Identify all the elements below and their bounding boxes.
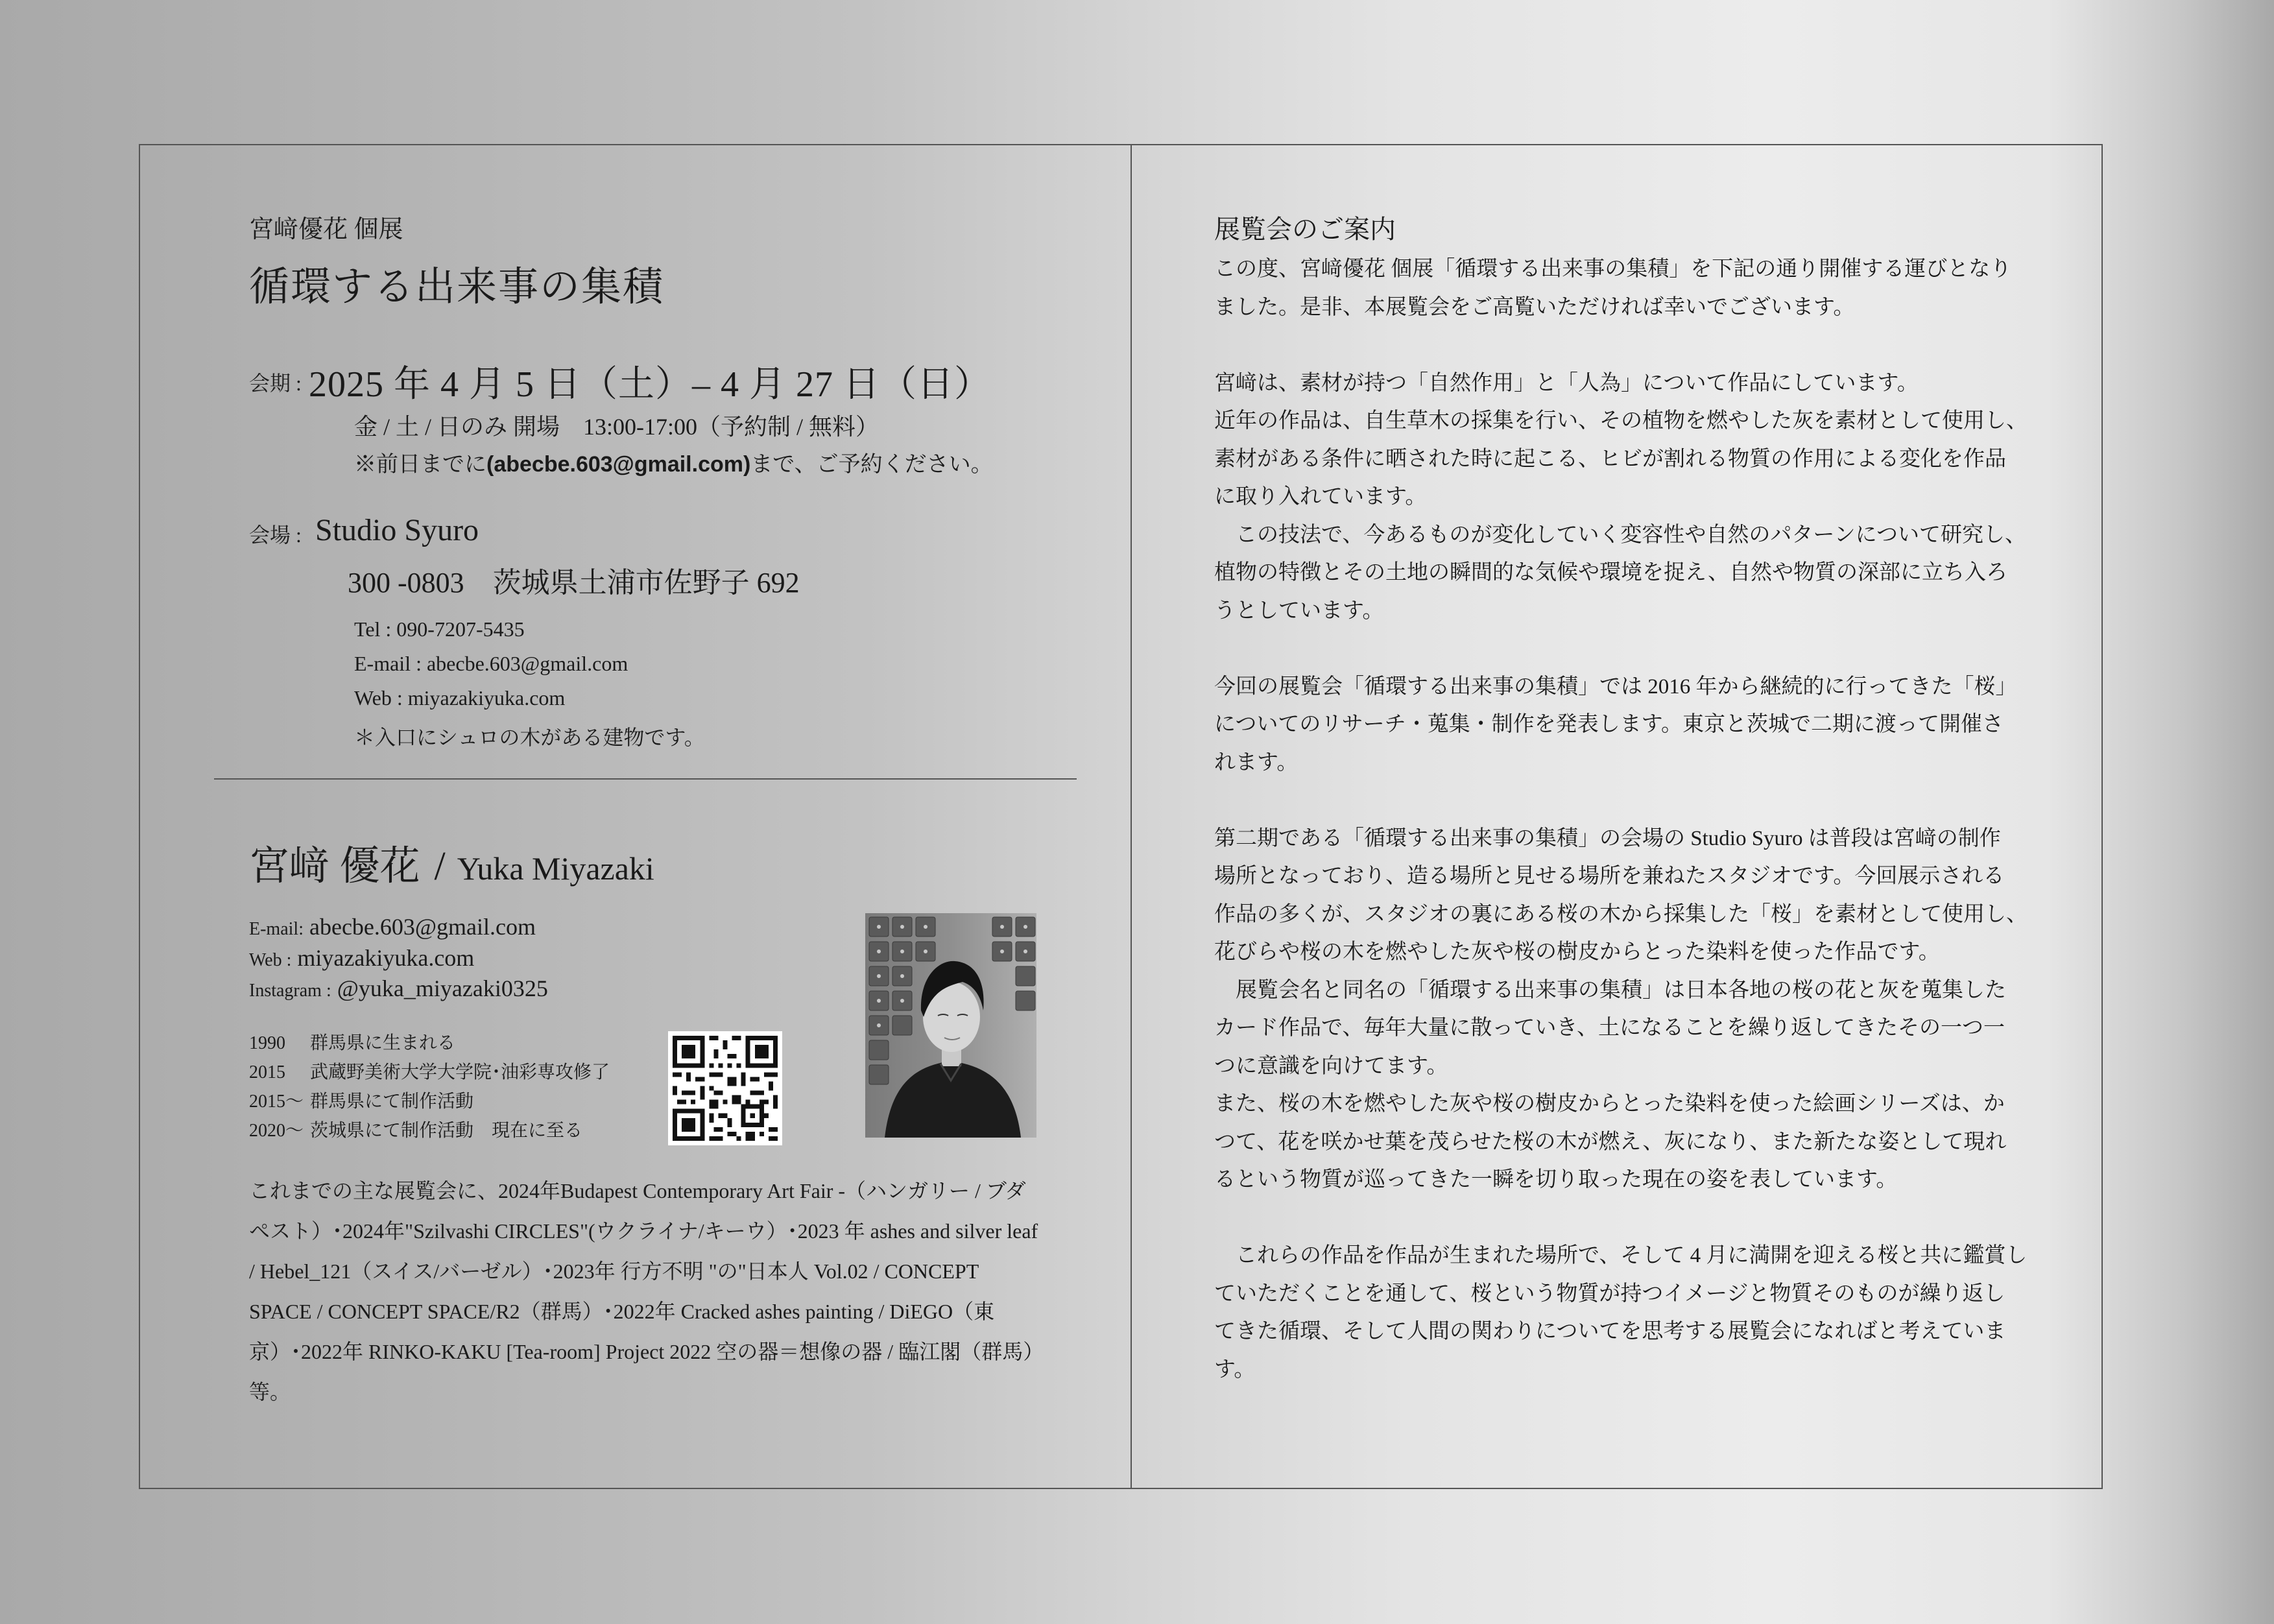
body-line: 宮﨑は、素材が持つ「自然作用」と「人為」について作品にしています。 (1214, 371, 1919, 395)
body-line: これらの作品を作品が生まれた場所で、そして 4 月に満開を迎える桜と共に鑑賞し (1214, 1244, 2028, 1267)
artist-instagram-key: Instagram : (249, 981, 331, 1001)
artist-photo (865, 913, 1036, 1138)
body-line: 近年の作品は、自生草木の採集を行い、その植物を燃やした灰を素材として使用し、 (1214, 409, 2028, 433)
qr-code-icon (668, 1031, 782, 1145)
announcement-title: 展覧会のご案内 (1214, 215, 1396, 244)
body-line: れます。 (1214, 750, 1299, 774)
venue-note: ＊入口にシュロの木がある建物です。 (354, 726, 705, 749)
body-line: 花びらや桜の木を燃やした灰や桜の樹皮からとった染料を使った作品です。 (1214, 940, 1940, 964)
body-line: この技法で、今あるものが変化していく変容性や自然のパターンについて研究し、 (1214, 523, 2027, 547)
period-label: 会期 : (249, 372, 302, 395)
artist-web[interactable] (249, 944, 474, 972)
body-line: についてのリサーチ・蒐集・制作を発表します。東京と茨城で二期に渡って開催さ (1214, 713, 2004, 736)
history-year: 1990 (249, 1033, 285, 1053)
history-item (249, 1058, 610, 1084)
history-text: 群馬県にて制作活動 (310, 1092, 474, 1112)
body-line: 今回の展覧会「循環する出来事の集積」では 2016 年から継続的に行ってきた「桜」 (1214, 675, 2017, 699)
artist-email-key: E-mail: (249, 919, 304, 939)
qr-code[interactable] (668, 1031, 782, 1145)
venue-name: Studio Syuro (315, 513, 479, 547)
history-text: 武蔵野美術大学大学院･油彩専攻修了 (310, 1062, 610, 1082)
body-line: 素材がある条件に晒された時に起こる、ヒビが割れる物質の作用による変化を作品 (1214, 447, 2006, 471)
venue-address: 300 -0803 茨城県土浦市佐野子 692 (348, 567, 800, 599)
page-divider-vertical (1131, 144, 1132, 1488)
history-item (249, 1087, 473, 1113)
history-year: 2020〜 (249, 1121, 304, 1141)
announcement-body (1214, 250, 2033, 1389)
artist-instagram-value[interactable]: @yuka_miyazaki0325 (337, 975, 548, 1001)
artist-email-value[interactable]: abecbe.603@gmail.com (309, 914, 536, 940)
reservation-email-link[interactable]: (abecbe.603@gmail.com) (486, 452, 751, 477)
history-text: 茨城県にて制作活動 現在に至る (310, 1121, 583, 1141)
body-line: つて、花を咲かせ葉を茂らせた桜の木が燃え、灰になり、また新たな姿として現れ (1214, 1130, 2007, 1154)
history-year: 2015〜 (249, 1092, 304, 1112)
artist-portrait-illustration (865, 913, 1036, 1138)
venue-web[interactable]: Web : miyazakiyuka.com (354, 686, 566, 710)
venue-label: 会場 : (249, 523, 302, 547)
exhibition-subtitle: 宮﨑優花 個展 (249, 216, 403, 243)
section-divider-horizontal (214, 778, 1077, 780)
body-line: す。 (1214, 1357, 1256, 1381)
body-line: 展覧会名と同名の「循環する出来事の集積」は日本各地の桜の花と灰を蒐集した (1214, 978, 2006, 1002)
body-line (1214, 326, 2033, 364)
artist-name (249, 833, 654, 891)
artist-name-en: Yuka Miyazaki (457, 850, 654, 887)
venue-tel: Tel : 090-7207-5435 (354, 617, 525, 641)
body-line: 第二期である「循環する出来事の集積」の会場の Studio Syuro は普段は宮﨑の制作 (1214, 826, 2001, 850)
body-line: 作品の多くが、スタジオの裏にある桜の木から採集した「桜」を素材として使用し、 (1214, 902, 2028, 926)
history-item (249, 1029, 455, 1055)
history-item (249, 1116, 582, 1142)
reservation-note (354, 446, 993, 478)
opening-hours: 金 / 土 / 日のみ 開場 13:00-17:00（予約制 / 無料） (354, 414, 879, 440)
exhibition-title: 循環する出来事の集積 (249, 265, 665, 309)
history-year: 2015 (249, 1062, 285, 1082)
reservation-note-pre: ※前日までに (354, 453, 486, 477)
artist-instagram[interactable] (249, 975, 548, 1002)
body-line: つに意識を向けてます。 (1214, 1054, 1448, 1078)
body-line: ていただくことを通して、桜という物質が持つイメージと物質そのものが繰り返し (1214, 1282, 2005, 1306)
artist-web-value[interactable]: miyazakiyuka.com (297, 945, 475, 971)
body-line: この度、宮﨑優花 個展「循環する出来事の集積」を下記の通り開催する運びとなり (1214, 257, 2012, 281)
body-line: るという物質が巡ってきた一瞬を切り取った現在の姿を表しています。 (1214, 1168, 1898, 1191)
body-line: うとしています。 (1214, 599, 1384, 623)
body-line: ました。是非、本展覧会をご高覧いただければ幸いでございます。 (1214, 295, 1855, 319)
body-line: カード作品で、毎年大量に散っていき、土になることを繰り返してきたその一つ一 (1214, 1016, 2005, 1040)
body-line (1214, 782, 2033, 820)
artist-name-slash: / (434, 844, 446, 889)
artist-email[interactable] (249, 913, 536, 940)
exhibition-period: 2025 年 4 月 5 日（土）– 4 月 27 日（日） (309, 364, 991, 405)
artist-name-ja: 宮﨑 優花 (249, 844, 420, 889)
body-line: てきた循環、そして人間の関わりについてを思考する展覧会になればと考えていま (1214, 1320, 2006, 1343)
body-line: 場所となっており、造る場所と見せる場所を兼ねたスタジオです。今回展示される (1214, 865, 2005, 888)
history-text: 群馬県に生まれる (310, 1033, 456, 1053)
body-line: 植物の特徴とその土地の瞬間的な気候や環境を捉え、自然や物質の深部に立ち入ろ (1214, 561, 2007, 584)
body-line: また、桜の木を燃やした灰や桜の樹皮からとった染料を使った絵画シリーズは、か (1214, 1092, 2005, 1116)
body-line: に取り入れています。 (1214, 485, 1427, 508)
body-line (1214, 630, 2033, 668)
venue-email[interactable]: E-mail : abecbe.603@gmail.com (354, 652, 628, 675)
artist-web-key: Web : (249, 950, 292, 970)
body-line (1214, 1199, 2033, 1237)
artist-bio: これまでの主な展覧会に、2024年Budapest Contemporary Art Fair -（ハンガリー / ブダペスト）･2024年"Szilvashi CIRCLES"(ウクライナ/キーウ）･2023 年 ashes and silver leaf / Hebel_121（スイス/バーゼル）･2023年 行方不明 "の"日本人 Vol.02 / CONCEPT SPACE / CONCEPT SPACE/R2（群馬）･2022年 Cracked ashes painting / DiEGO（東京）･2022年 RINKO-KAKU [Tea-room] Project 2022 空の器＝想像の器 / 臨江閣（群馬）等。 (249, 1179, 1038, 1403)
reservation-note-post: まで、ご予約ください。 (750, 453, 993, 477)
